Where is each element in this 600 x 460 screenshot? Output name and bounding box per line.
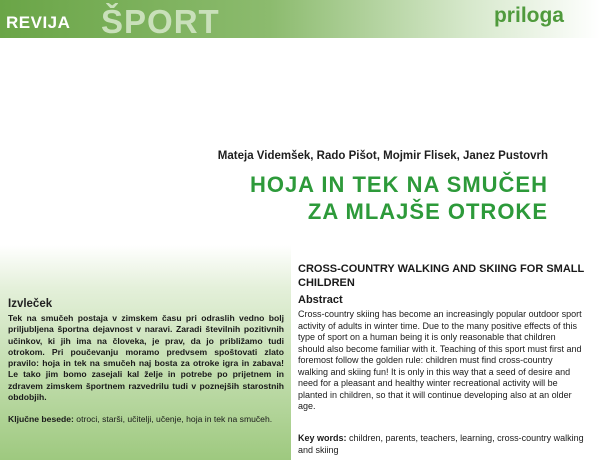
keywords-slovene xyxy=(8,414,288,425)
abstract-heading: Abstract xyxy=(298,294,343,306)
article-title-line-2: ZA MLAJŠE OTROKE xyxy=(307,199,548,224)
magazine-label-sport: ŠPORT xyxy=(101,3,220,40)
english-title: CROSS-COUNTRY WALKING AND SKIING FOR SMALL CHILDREN xyxy=(298,263,584,289)
article-title xyxy=(250,171,548,225)
keywords-english-label: Key words: xyxy=(298,433,347,443)
izvlecek-text: Tek na smučeh postaja v zimskem času pri odraslih vedno bolj priljubljena športna dejavnost v naravi. Zaradi številnih pozitivnih učinkov, ki jih ima na človeka, je prav, da jo približamo tudi otrokom. Pri poučevanju moramo predvsem spoštovati zlato pravilo: hoja in tek na smučeh naj bosta za otroke igra in zabava! Le tako jim bomo zasejali kal želje in potrebe po prijetnem in zdravem zimskem športnem razvedrilu tudi v poznejših starostnih obdobjih. xyxy=(8,313,284,403)
article-authors: Mateja Videmšek, Rado Pišot, Mojmir Flisek, Janez Pustovrh xyxy=(217,150,548,162)
izvlecek-heading: Izvleček xyxy=(8,298,53,310)
abstract-body xyxy=(298,309,584,413)
keywords-english-text: children, parents, teachers, learning, cross-country walking and skiing xyxy=(298,433,584,455)
keywords-slovene-text: otroci, starši, učitelji, učenje, hoja in tek na smučeh. xyxy=(73,414,273,424)
article-title-line-1: HOJA IN TEK NA SMUČEH xyxy=(249,172,548,197)
keywords-english xyxy=(298,433,584,456)
magazine-label-revija: REVIJA xyxy=(6,13,71,32)
izvlecek-body xyxy=(8,313,284,403)
abstract-text: Cross-country skiing has become an increasingly popular outdoor sport activity of adults in winter time. Due to the many positive effects of this type of sport on a human being it is only reasonable that children should also become familiar with it. Teaching of this sport must first and foremost follow the golden rule: children must find cross-country walking and skiing fun! It is only in this way that a seed of desire and need for a pleasant and healthy winter recreational activity will be planted in children, so that it will continue developing also at an older age. xyxy=(298,309,582,411)
keywords-slovene-label: Ključne besede: xyxy=(8,414,74,424)
section-label-priloga: priloga xyxy=(493,4,564,27)
